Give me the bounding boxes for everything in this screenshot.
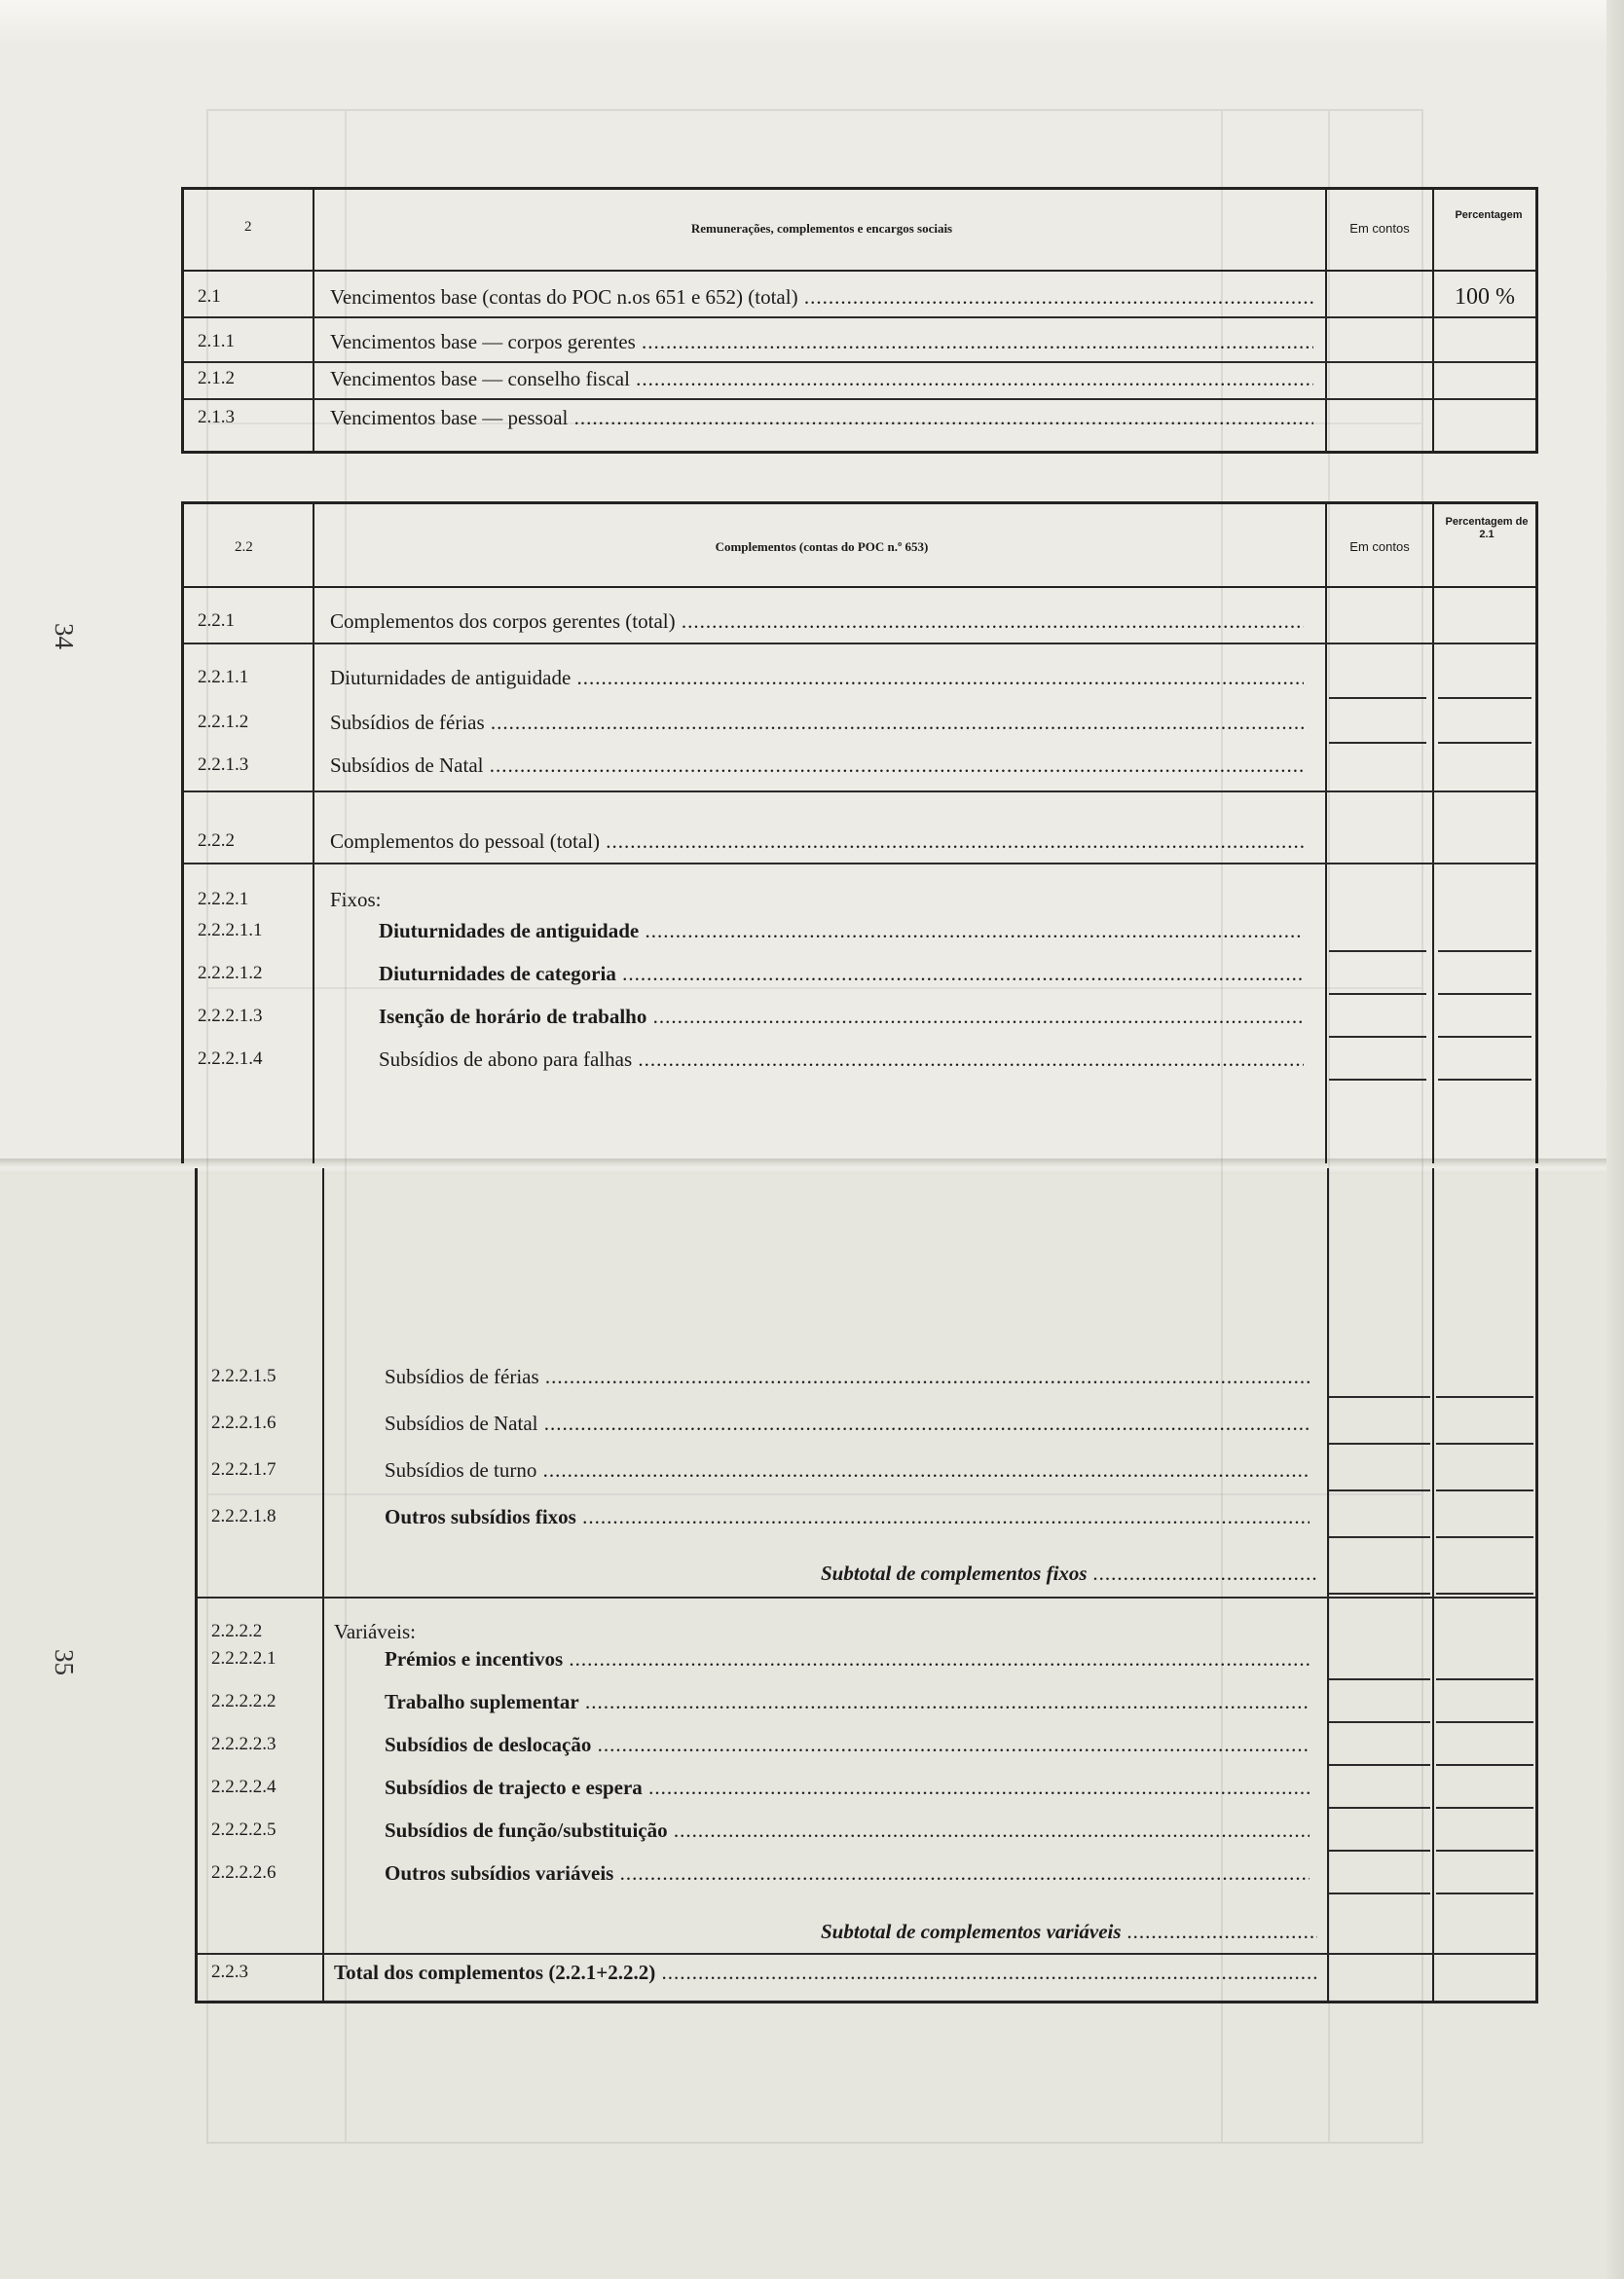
table-row bbox=[184, 913, 1535, 948]
row-separator bbox=[1438, 993, 1532, 995]
table-row bbox=[198, 1684, 1535, 1719]
row-number: 2.2.2.1.4 bbox=[198, 1048, 263, 1069]
row-number: 2.2.1.2 bbox=[198, 712, 249, 732]
row-number: 2.1.3 bbox=[198, 407, 235, 427]
row-separator bbox=[184, 863, 1535, 864]
table-row bbox=[184, 279, 1535, 314]
row-label: Vencimentos base — corpos gerentes ..... bbox=[330, 324, 1313, 359]
row-separator bbox=[1438, 1036, 1532, 1038]
table-row bbox=[184, 1042, 1535, 1077]
row-label: Outros subsídios fixos ..... bbox=[385, 1499, 1310, 1534]
row-separator bbox=[1436, 1764, 1533, 1766]
row-separator bbox=[1329, 1850, 1430, 1852]
column-header-percentage: Percentagem bbox=[1455, 209, 1523, 221]
row-label: Subtotal de complementos fixos ..... bbox=[821, 1556, 1317, 1591]
page-edge-right bbox=[1606, 0, 1624, 2279]
table-complementos-lower bbox=[195, 1168, 1538, 2003]
table-row bbox=[198, 1770, 1535, 1805]
row-number: 2.2.2.2.1 bbox=[211, 1648, 277, 1669]
row-separator bbox=[184, 316, 1535, 318]
table-row bbox=[198, 1406, 1535, 1441]
row-separator bbox=[1438, 1079, 1532, 1081]
row-separator bbox=[1436, 1396, 1533, 1398]
table-row bbox=[184, 400, 1535, 435]
row-number: 2.2.2.1.8 bbox=[211, 1506, 277, 1526]
row-separator bbox=[1329, 1489, 1430, 1491]
row-number: 2.1.2 bbox=[198, 368, 235, 388]
table-row bbox=[198, 1641, 1535, 1676]
table-row bbox=[198, 1813, 1535, 1848]
row-label: Trabalho suplementar ..... bbox=[385, 1684, 1310, 1719]
row-label: Subsídios de deslocação ..... bbox=[385, 1727, 1310, 1762]
row-label: Vencimentos base — conselho fiscal ..... bbox=[330, 361, 1313, 396]
row-number: 2.2.2.2.5 bbox=[211, 1820, 277, 1840]
row-separator bbox=[1329, 1593, 1430, 1595]
row-number: 2.2.2.2.2 bbox=[211, 1691, 277, 1711]
row-separator bbox=[1329, 1536, 1430, 1538]
row-separator bbox=[1329, 1079, 1426, 1081]
table-row bbox=[184, 748, 1535, 783]
row-label: Subsídios de turno ..... bbox=[385, 1452, 1310, 1488]
row-separator bbox=[1329, 1764, 1430, 1766]
table-row bbox=[184, 824, 1535, 859]
table-row bbox=[184, 361, 1535, 396]
row-separator bbox=[1329, 1893, 1430, 1894]
row-separator bbox=[1329, 1396, 1430, 1398]
table-remuneracoes bbox=[181, 187, 1538, 454]
row-number: 2.2.2.2.6 bbox=[211, 1862, 277, 1883]
row-label: Prémios e incentivos ..... bbox=[385, 1641, 1310, 1676]
row-label: Subsídios de trajecto e espera ..... bbox=[385, 1770, 1310, 1805]
row-label: Vencimentos base (contas do POC n.os 651 e 652) (total) ..... bbox=[330, 279, 1313, 314]
page-edge-top bbox=[0, 0, 1624, 47]
row-separator bbox=[1329, 1036, 1426, 1038]
table-row bbox=[184, 705, 1535, 740]
row-number: 2.2.1.3 bbox=[198, 754, 249, 775]
row-number: 2.2.2 bbox=[198, 830, 235, 851]
row-separator bbox=[1436, 1489, 1533, 1491]
row-number: 2.2.2.1.5 bbox=[211, 1366, 277, 1386]
page-number-upper: 34 bbox=[50, 623, 79, 649]
page-number-lower: 35 bbox=[50, 1649, 79, 1675]
table-row bbox=[184, 660, 1535, 695]
row-number: 2.2.1 bbox=[198, 610, 235, 631]
row-number: 2.2.1.1 bbox=[198, 667, 249, 687]
row-label: Vencimentos base — pessoal ..... bbox=[330, 400, 1313, 435]
row-number: 2.2.2.1.2 bbox=[198, 963, 263, 983]
row-label: Diuturnidades de categoria ..... bbox=[379, 956, 1304, 991]
table-row bbox=[184, 999, 1535, 1034]
row-label: Complementos dos corpos gerentes (total) ..... bbox=[330, 604, 1304, 639]
row-separator bbox=[1329, 1721, 1430, 1723]
table-row bbox=[198, 1955, 1535, 1990]
table-row bbox=[198, 1914, 1535, 1949]
row-separator bbox=[1436, 1807, 1533, 1809]
table-row bbox=[184, 956, 1535, 991]
row-number: 2.1 bbox=[198, 286, 221, 307]
row-separator bbox=[1329, 1443, 1430, 1445]
section-title: Remunerações, complementos e encargos sociais bbox=[690, 221, 953, 236]
column-header-amount: Em contos bbox=[1349, 539, 1410, 554]
table-row bbox=[198, 1856, 1535, 1891]
section-code: 2.2 bbox=[235, 539, 253, 555]
table-row bbox=[184, 604, 1535, 639]
row-separator bbox=[1438, 950, 1532, 952]
table-row bbox=[198, 1452, 1535, 1488]
table-row bbox=[198, 1359, 1535, 1394]
section-code: 2 bbox=[244, 219, 252, 235]
row-separator bbox=[1436, 1893, 1533, 1894]
row-label: Total dos complementos (2.2.1+2.2.2) ..... bbox=[334, 1955, 1317, 1990]
row-separator bbox=[1329, 697, 1426, 699]
row-label: Fixos: bbox=[330, 888, 382, 911]
row-separator bbox=[1438, 742, 1532, 744]
table-row bbox=[198, 1556, 1535, 1591]
column-header-amount: Em contos bbox=[1349, 221, 1410, 236]
row-separator bbox=[1329, 1678, 1430, 1680]
row-separator bbox=[184, 643, 1535, 644]
table-row bbox=[184, 324, 1535, 359]
row-separator bbox=[184, 790, 1535, 792]
row-separator bbox=[1329, 742, 1426, 744]
row-label: Subsídios de Natal ..... bbox=[330, 748, 1304, 783]
row-label: Subtotal de complementos variáveis ..... bbox=[821, 1914, 1317, 1949]
row-label: Subsídios de Natal ..... bbox=[385, 1406, 1310, 1441]
table-row bbox=[198, 1499, 1535, 1534]
row-label: Subsídios de abono para falhas ..... bbox=[379, 1042, 1304, 1077]
percentage-value: 100 % bbox=[1455, 284, 1515, 310]
row-label: Diuturnidades de antiguidade ..... bbox=[379, 913, 1304, 948]
section-title: Complementos (contas do POC n.º 653) bbox=[715, 539, 929, 554]
row-number: 2.2.2.2 bbox=[211, 1621, 263, 1641]
row-number: 2.2.2.1.7 bbox=[211, 1459, 277, 1480]
row-separator bbox=[198, 1597, 1535, 1599]
row-label: Variáveis: bbox=[334, 1620, 416, 1643]
row-separator bbox=[1329, 993, 1426, 995]
row-label: Diuturnidades de antiguidade ..... bbox=[330, 660, 1304, 695]
row-separator bbox=[1436, 1721, 1533, 1723]
row-separator bbox=[1329, 950, 1426, 952]
row-separator bbox=[1329, 1807, 1430, 1809]
row-separator bbox=[1436, 1593, 1533, 1595]
table-complementos-upper bbox=[181, 501, 1538, 1163]
row-separator bbox=[1436, 1850, 1533, 1852]
row-number: 2.2.2.1.3 bbox=[198, 1006, 263, 1026]
row-separator bbox=[1436, 1678, 1533, 1680]
table-row bbox=[198, 1727, 1535, 1762]
table-row bbox=[184, 882, 1535, 917]
row-label: Complementos do pessoal (total) ..... bbox=[330, 824, 1304, 859]
row-number: 2.2.2.1 bbox=[198, 889, 249, 909]
row-number: 2.2.2.1.1 bbox=[198, 920, 263, 940]
row-label: Isenção de horário de trabalho ..... bbox=[379, 999, 1304, 1034]
row-separator bbox=[1436, 1443, 1533, 1445]
column-header-percentage: Percentagem de 2.1 bbox=[1445, 516, 1529, 540]
row-separator bbox=[1436, 1536, 1533, 1538]
row-number: 2.2.2.2.3 bbox=[211, 1734, 277, 1754]
row-number: 2.2.2.2.4 bbox=[211, 1777, 277, 1797]
row-number: 2.2.3 bbox=[211, 1962, 248, 1982]
row-label: Outros subsídios variáveis ..... bbox=[385, 1856, 1310, 1891]
row-label: Subsídios de função/substituição ..... bbox=[385, 1813, 1310, 1848]
row-number: 2.1.1 bbox=[198, 331, 235, 351]
row-number: 2.2.2.1.6 bbox=[211, 1413, 277, 1433]
row-label: Subsídios de férias ..... bbox=[385, 1359, 1310, 1394]
row-label: Subsídios de férias ..... bbox=[330, 705, 1304, 740]
row-separator bbox=[1438, 697, 1532, 699]
